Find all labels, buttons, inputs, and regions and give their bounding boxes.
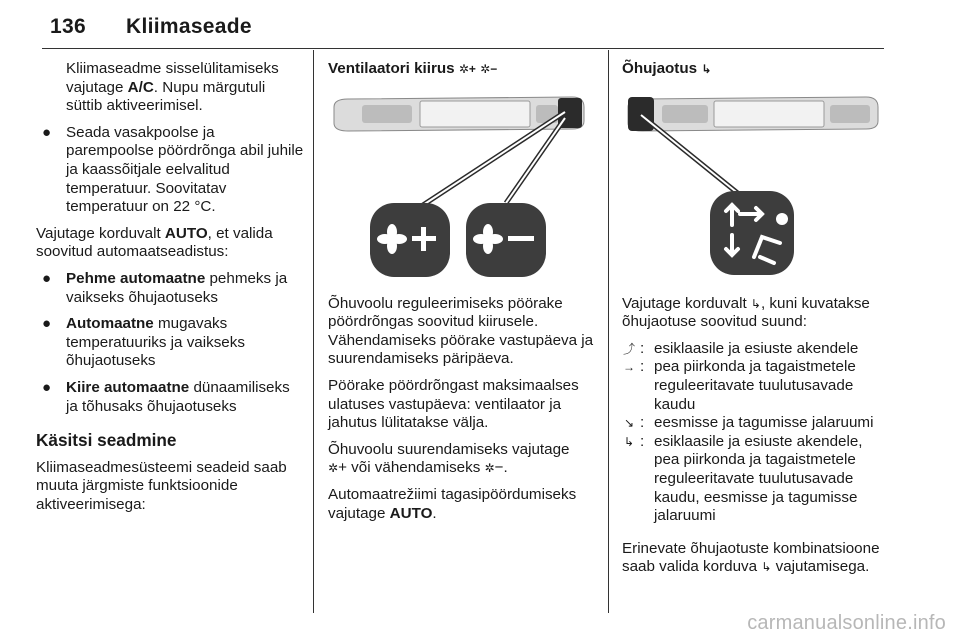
- list-item: ⤴ : esiklaasile ja esiuste akendele: [622, 339, 859, 357]
- list-item: ● Pehme automaatne pehmeks ja vaikseks õhujaotuseks: [42, 269, 288, 306]
- fan-control-figure: [328, 85, 590, 281]
- fan-speed-heading: Ventilaatori kiirus ✲+ ✲−: [328, 60, 498, 77]
- column-middle: [328, 60, 598, 531]
- list-item: ↳ : esiklaasile ja esiuste akendele, pea piirkonda ja tagaistmetele reguleeritavate tuulutusavade kaudu, eesmisse ja tagumisse jalaruumi: [623, 432, 863, 525]
- all-vents-icon: ↳: [623, 434, 635, 449]
- air-outro-paragraph: Erinevate õhujaotuste kombinatsioone saab valida korduva ↳ vajutamisega.: [622, 539, 880, 576]
- fan-minus-button-illustration: [466, 203, 546, 277]
- list-item: ● Kiire automaatne dünaamiliseks ja tõhusaks õhujaotuseks: [42, 378, 290, 415]
- fan-icon: ✲: [484, 461, 495, 476]
- list-item: → : pea piirkonda ja tagaistmetele reguleeritavate tuulutusavade kaudu: [623, 358, 856, 413]
- fan-paragraph-3: Õhuvoolu suurendamiseks vajutage ✲+ või vähendamiseks ✲−.: [328, 440, 570, 477]
- intro-paragraph: Kliimaseadme sisselülitamiseks vajutage A/C. Nupu märgutuli süttib aktiveerimisel.: [66, 60, 279, 115]
- column-divider: [608, 50, 609, 613]
- list-item: ↘ : eesmisse ja tagumisse jalaruumi: [623, 414, 874, 432]
- auto-paragraph: Vajutage korduvalt AUTO, et valida soovitud automaatseadistus:: [36, 224, 273, 261]
- climate-panel-illustration: [628, 97, 878, 131]
- header-rule: [42, 48, 884, 49]
- fan-plus-button-illustration: [370, 203, 450, 277]
- page-title: Kliimaseade: [126, 15, 252, 38]
- windscreen-vent-icon: ⤴: [622, 341, 635, 356]
- page-number: 136: [50, 15, 86, 38]
- watermark: carmanualsonline.info: [747, 612, 946, 634]
- fan-icon: ✲: [328, 461, 339, 476]
- page-header: [0, 0, 960, 50]
- fan-paragraph-4: Automaatrežiimi tagasipöördumiseks vajutage AUTO.: [328, 485, 577, 522]
- column-left: [36, 60, 304, 522]
- air-distribution-heading: Õhujaotus ↳: [622, 60, 712, 77]
- fan-plus-icon: ✲+: [458, 62, 476, 76]
- air-distribution-icon: ↳: [761, 560, 772, 575]
- fan-minus-icon: ✲−: [480, 62, 498, 76]
- fan-paragraph-2: Pöörake pöördrõngast maksimaalses ulatuses vastupäeva: ventilaator ja jahutus lülitatakse välja.: [328, 376, 579, 432]
- list-item: ● Seada vasakpoolse ja parempoolse pöördrõnga abil juhile ja kaassõitjale eelvalitud temperatuur. Soovitatav temperatuur on 22 °C.: [42, 123, 304, 216]
- column-right: [622, 60, 892, 585]
- column-divider: [313, 50, 314, 613]
- fan-paragraph-1: Õhuvoolu reguleerimiseks pöörake pöördrõngas soovitud kiirusele. Vähendamiseks pöörake vastupäeva ja suurendamiseks päripäeva.: [328, 294, 594, 368]
- manual-paragraph: Kliimaseadmesüsteemi seadeid saab muuta järgmiste funktsioonide aktiveerimisega:: [36, 458, 287, 513]
- footwell-vent-icon: ↘: [623, 416, 635, 431]
- air-distribution-icon: ↳: [750, 296, 761, 311]
- section-heading: Käsitsi seadmine: [36, 430, 177, 451]
- air-distribution-button-illustration: [710, 191, 794, 275]
- air-distribution-figure: [622, 85, 884, 281]
- air-intro-paragraph: Vajutage korduvalt ↳, kuni kuvatakse õhujaotuse soovitud suund:: [622, 294, 870, 331]
- air-distribution-icon: ↳: [701, 62, 712, 76]
- face-vent-icon: →: [623, 360, 635, 375]
- list-item: ● Automaatne mugavaks temperatuuriks ja vaikseks õhujaotuseks: [42, 315, 245, 370]
